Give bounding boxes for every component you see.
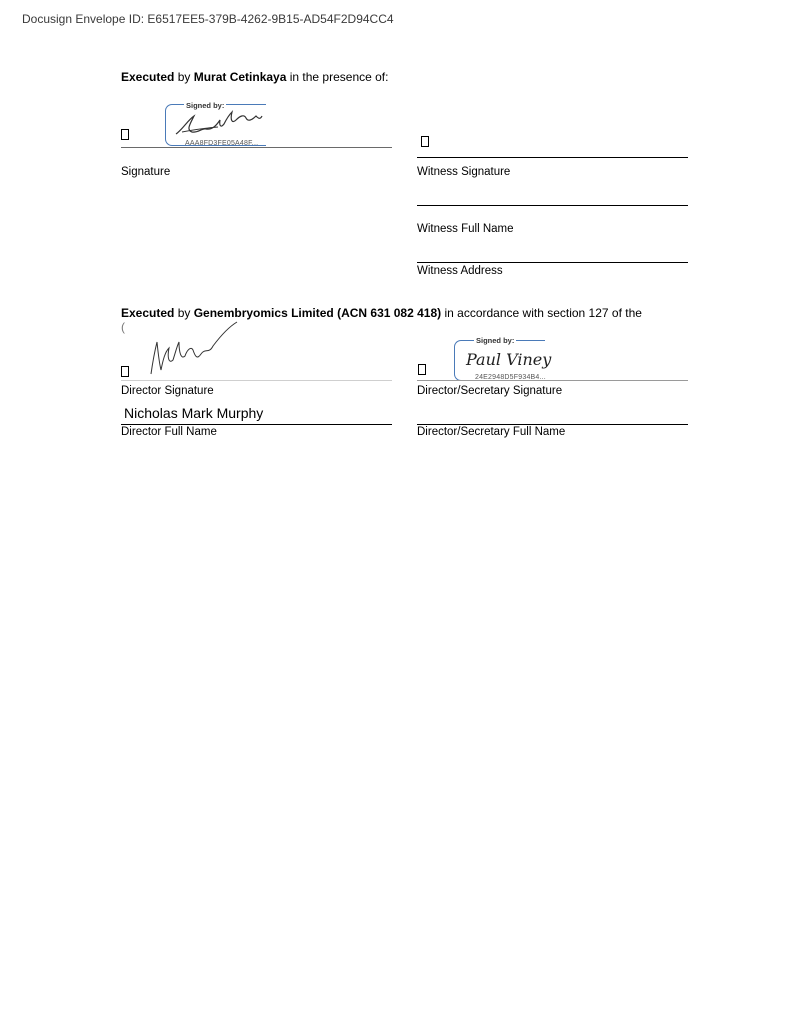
witness-signature-line[interactable]	[417, 157, 688, 158]
execution-clause-individual	[121, 70, 388, 85]
signature-label: Signature	[121, 166, 171, 178]
secretary-signature-checkbox[interactable]	[418, 364, 426, 375]
handwritten-signature-director	[143, 320, 243, 378]
witness-address-line[interactable]	[417, 262, 688, 263]
witness-name-label: Witness Full Name	[417, 223, 514, 235]
clause-suffix: in the presence of:	[286, 70, 389, 84]
executed-word: Executed	[121, 70, 175, 84]
secretary-signature-line	[417, 380, 688, 381]
envelope-id: Docusign Envelope ID: E6517EE5-379B-4262-9B15-AD54F2D94CC4	[22, 12, 394, 26]
director-signature-label: Director Signature	[121, 385, 214, 397]
director-full-name-value: Nicholas Mark Murphy	[124, 405, 264, 421]
stray-character: (	[121, 320, 125, 334]
witness-name-line[interactable]	[417, 205, 688, 206]
witness-signature-label: Witness Signature	[417, 166, 511, 178]
by-word: by	[174, 70, 194, 84]
docusign-id-secretary: 24E2948D5F934B4...	[475, 374, 546, 381]
signature-checkbox[interactable]	[121, 129, 129, 140]
secretary-name-line[interactable]	[417, 424, 688, 425]
by-word: by	[174, 306, 194, 320]
docusign-signed-by-secretary: Signed by:	[476, 336, 515, 345]
execution-clause-company	[121, 306, 642, 321]
director-signature-checkbox[interactable]	[121, 366, 129, 377]
secretary-signature-script: Paul Viney	[466, 350, 552, 369]
director-name-line	[121, 424, 392, 425]
docusign-signed-by: Signed by:	[186, 101, 225, 110]
director-name-label: Director Full Name	[121, 426, 217, 438]
executed-word: Executed	[121, 306, 175, 320]
director-signature-line	[121, 380, 392, 381]
witness-signature-checkbox[interactable]	[421, 136, 429, 147]
signatory-name: Murat Cetinkaya	[193, 70, 287, 84]
docusign-id: AAA8FD3FE05A48F...	[185, 140, 259, 147]
secretary-signature-label: Director/Secretary Signature	[417, 385, 563, 397]
handwritten-signature-cetinkaya	[172, 108, 267, 140]
company-name: Genembryomics Limited (ACN 631 082 418)	[193, 306, 442, 320]
witness-address-label: Witness Address	[417, 265, 503, 277]
secretary-name-label: Director/Secretary Full Name	[417, 426, 566, 438]
clause-suffix: in accordance with section 127 of the	[441, 306, 642, 320]
signature-line	[121, 147, 392, 148]
